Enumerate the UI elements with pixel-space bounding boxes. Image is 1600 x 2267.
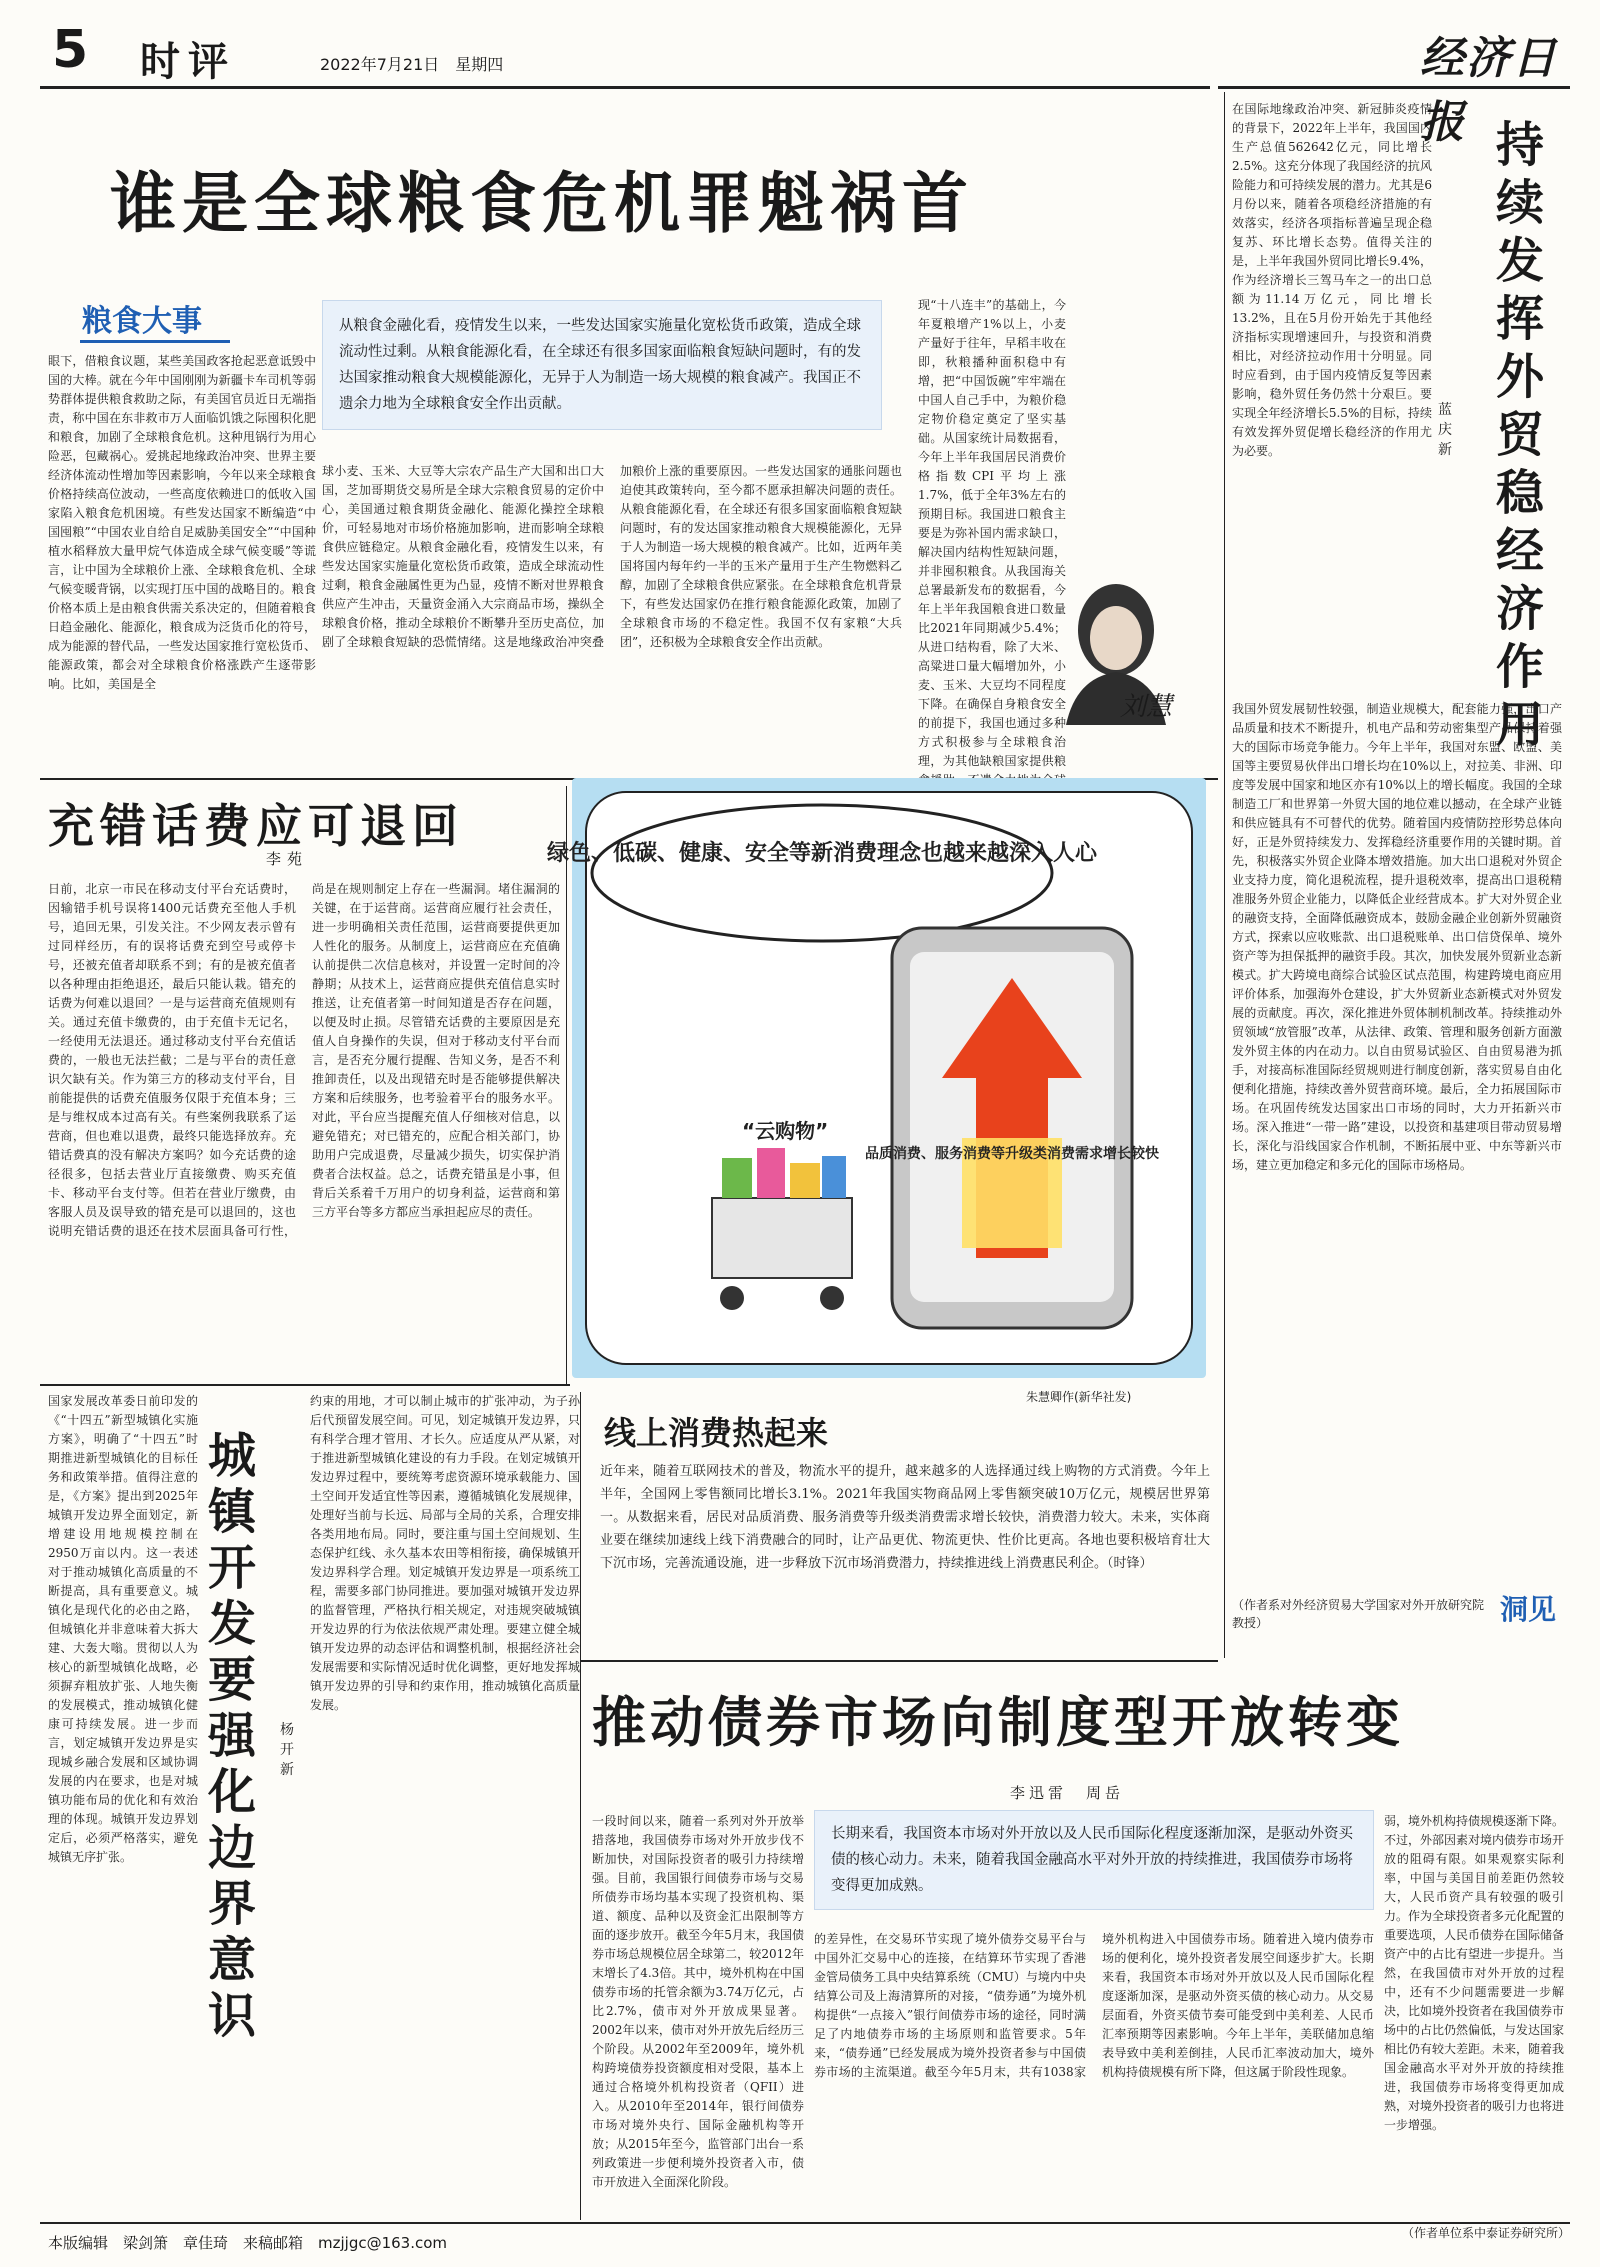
section-rule xyxy=(580,1660,1218,1662)
article-summary-box: 从粮食金融化看，疫情发生以来，一些发达国家实施量化宽松货币政策，造成全球流动性过剩。从粮食能源化看，在全球还有很多国家面临粮食短缺问题时，有的发达国家推动粮食大规模能源化，无异于人为制造一场大规模的粮食减产。我国正不遗余力地为全球粮食安全作出贡献。 xyxy=(322,300,882,430)
column-rule xyxy=(566,786,567,1386)
section-rule xyxy=(40,1384,570,1386)
header-rule-right xyxy=(1218,86,1570,89)
author-note: （作者系对外经济贸易大学国家对外开放研究院教授） xyxy=(1232,1598,1485,1630)
article-author: 李苑 xyxy=(266,850,309,868)
article-title-grain-crisis: 谁是全球粮食危机罪魁祸首 xyxy=(110,165,974,242)
article-summary-box: 长期来看，我国资本市场对外开放以及人民币国际化程度逐渐加深，是驱动外资买债的核心动力。未来，随着我国金融高水平对外开放的持续推进，我国债券市场将变得更加成熟。 xyxy=(814,1810,1374,1910)
article-body: 近年来，随着互联网技术的普及，物流水平的提升，越来越多的人选择通过线上购物的方式消费。今年上半年，全国网上零售额同比增长3.1%。2021年我国实物商品网上零售额突破10万亿元，规模居世界第一。从数据来看，居民对品质消费、服务消费等升级类消费需求增长较快，消费潜力较大。未来，实体商业要在继续加速线上线下消费融合的同时，让产品更优、物流更快、性价比更高。各地也要积极培育壮大下沉市场，完善流通设施，进一步释放下沉市场消费潜力，持续推进线上消费惠民利企。（时锋） xyxy=(600,1464,1210,1571)
article-body: 球小麦、玉米、大豆等大宗农产品生产大国和出口大国，芝加哥期货交易所是全球大宗粮食贸易的定价中心，美国通过粮食期货金融化、能源化操控全球粮价，可轻易地对市场价格施加影响，进而影响全球粮食供应链稳定。从粮食金融化看，疫情发生以来，有些发达国家实施量化宽松货币政策，造成全球流动性过剩，粮食金融属性更为凸显，疫情不断对世界粮食供应产生冲击，天量资金涌入大宗商品市场，操纵全球粮食价格，推动全球粮价不断攀升至历史高位，加剧了全球粮食短缺的恐慌情绪。这是地缘政治冲突叠加粮价上涨的重要原因。一些发达国家的通胀问题也迫使其政策转向，至今都不愿承担解决问题的责任。从粮食能源化看，在全球还有很多国家面临粮食短缺问题时，有的发达国家推动粮食大规模能源化，无异于人为制造一场大规模的粮食减产。比如，近两年美国将国内每年约一半的玉米产量用于生产生物燃料乙醇，加剧了全球粮食供应紧张。在全球粮食危机背景下，有些发达国家仍在推行粮食能源化政策，加剧了全球粮食市场的不稳定性。我国不仅有家粮“大兵团”，还积极为全球粮食安全作出贡献。 xyxy=(322,464,902,649)
column-label: 粮食大事 xyxy=(82,304,202,339)
column-underline xyxy=(80,340,230,343)
column-signature: 洞见 xyxy=(1500,1593,1557,1626)
article-body: 眼下，借粮食议题，某些美国政客抢起恶意诋毁中国的大棒。就在今年中国刚刚为新疆卡车司机等弱势群体提供粮食救助之际，有美国官员近日无端指责，称中国在东非救市万人面临饥饿之际囤积化肥和粮食，加剧了全球粮食危机。这种甩锅行为用心险恶，包藏祸心。爱挑起地缘政治冲突、世界主要经济体流动性增加等因素影响，今年以来全球粮食价格持续高位波动，一些高度依赖进口的低收入国家陷入粮食危机困境。有些发达国家不断编造“中国囤粮”“中国农业自给自足威胁美国安全”“中国种植水稻释放大量甲烷气体造成全球气候变暖”等谎言，让中国为全球粮价上涨、全球粮食危机、全球气候变暖背锅，以实现打压中国的战略目的。粮食价格本质上是由粮食供需关系决定的，但随着粮食日趋金融化、能源化，粮食成为泛货币化的符号，成为能源的替代品，一些发达国家推行宽松货币、能源政策，都会对全球粮食价格涨跌产生逐带影响。比如，美国是全 xyxy=(48,354,316,691)
author-signature: 刘慧 xyxy=(1120,692,1173,722)
article-body: 日前，北京一市民在移动支付平台充话费时，因输错手机号误将1400元话费充至他人手机号，追回无果，引发关注。不少网友表示曾有过同样经历，有的误将话费充到空号或停卡号，还被充值者却联系不到；有的是被充值者以各种理由拒绝退还，最后只能认栽。错充的话费为何难以退回？一是与运营商充值规则有关。通过充值卡缴费的，由于充值卡无记名，一经使用无法退还。通过移动支付平台充值话费的，一般也无法拦截；二是与平台的责任意识欠缺有关。作为第三方的移动支付平台，目前能提供的话费充值服务仅限于充值本身；三是与维权成本过高有关。有些案例我联系了运营商，但也难以退费，最终只能选择放弃。充错话费真的没有解决方案吗？如今充话费的途径很多，包括去营业厅直接缴费、购买充值卡、移动平台支付等。但若在营业厅缴费，由客服人员及误导致的错充是可以退回的，这也说明充错话费的退还在技术层面具备可行性，尚是在规则制定上存在一些漏洞。堵住漏洞的关键，在于运营商。运营商应履行社会责任，进一步明确相关责任范围，运营商要提供更加人性化的服务。从制度上，运营商应在充值确认前提供二次信息核对，并设置一定时间的冷静期；从技术上，运营商应提供充值信息实时推送，让充值者第一时间知道是否存在问题，以便及时止损。尽管错充话费的主要原因是充值人自身操作的失误，但对于移动支付平台而言，是否充分履行提醒、告知义务，是否不利推卸责任，以及出现错充时是否能够提供解决方案和后续服务，也考验着平台的服务水平。对此，平台应当提醒充值人仔细核对信息，以避免错充；对已错充的，应配合相关部门，协助用户完成退费，尽量减少损失，切实保护消费者合法权益。总之，话费充错虽是小事，但背后关系着千万用户的切身利益，运营商和第三方平台等多方都应当承担起应尽的责任。 xyxy=(48,882,560,1238)
article-author: 李迅雷 周岳 xyxy=(1010,1784,1125,1802)
page-number: 5 xyxy=(52,20,89,80)
article-body: 一段时间以来，随着一系列对外开放举措落地，我国债券市场对外开放步伐不断加快，对国际投资者的吸引力持续增强。目前，我国银行间债券市场与交易所债券市场均基本实现了投资机构、渠道、额度、品种以及资金汇出限制等方面的逐步放开。截至今年5月末，我国债券市场总规模位居全球第二，较2012年末增长了4.3倍。其中，境外机构在中国债券市场的托管余额为3.74万亿元，占比2.7%，债市对外开放成果显著。2002年以来，债市对外开放先后经历三个阶段。从2002年至2009年，境外机构跨境债券投资额度相对受限，基本上通过合格境外机构投资者（QFII）进入。从2010年至2014年，银行间债券市场对境外央行、国际金融机构等开放；从2015年至今，监管部门出台一系列政策进一步便利境外投资者入市，债市开放进入全面深化阶段。 xyxy=(592,1814,804,2189)
article-body: 的差异性，在交易环节实现了境外债券交易平台与中国外汇交易中心的连接，在结算环节实现了香港金管局债务工具中央结算系统（CMU）与境内中央结算公司及上海清算所的对接，“债券通”为境外机构提供“一点接入”银行间债券市场的途径，同时满足了内地债券市场的主场原则和监管要求。5年来，“债券通”已经发展成为境外投资者参与中国债券市场的主流渠道。截至今年5月末，共有1038家境外机构进入中国债券市场。随着进入境内债券市场的便利化，境外投资者发展空间逐步扩大。长期来看，我国资本市场对外开放以及人民币国际化程度逐渐加深，是驱动外资买债的核心动力。从交易层面看，外资买债节奏可能受到中美利差、人民币汇率预期等因素影响。今年上半年，美联储加息缩表导致中美利差倒挂，人民币汇率波动加大，境外机构持债规模有所下降，但这属于阶段性现象。 xyxy=(814,1932,1374,2079)
column-rule xyxy=(580,1392,581,2220)
column-rule xyxy=(1224,92,1225,1658)
article-body: 在国际地缘政治冲突、新冠肺炎疫情的背景下，2022年上半年，我国国内生产总值562642亿元，同比增长2.5%。这充分体现了我国经济的抗风险能力和可持续发展的潜力。尤其是6月份以来，随着各项稳经济措施的有效落实，经济各项指标普遍呈现企稳复苏、环比增长态势。值得关注的是，上半年我国外贸同比增长9.4%，作为经济增长三驾马车之一的出口总额为11.14万亿元，同比增长13.2%，且在5月份开始先于其他经济指标实现增速回升，与投资和消费相比，对经济拉动作用十分明显。同时应看到，由于国内疫情反复等因素影响，稳外贸任务仍然十分艰巨。要实现全年经济增长5.5%的目标，持续有效发挥外贸促增长稳经济的作用尤为必要。 xyxy=(1232,102,1432,458)
article-author: 蓝庆新 xyxy=(1438,402,1452,458)
cartoon-credit: 朱慧卿作(新华社发) xyxy=(1026,1390,1132,1404)
section-title: 时评 xyxy=(140,38,236,85)
cartoon-bubble-text: 绿色、低碳、健康、安全等新消费理念也越来越深入人心 xyxy=(546,841,1098,866)
cartoon-cart-label: “云购物” xyxy=(742,1119,829,1143)
article-body: 国家发展改革委日前印发的《“十四五”新型城镇化实施方案》，明确了“十四五”时期推进新型城镇化的目标任务和政策举措。值得注意的是，《方案》提出到2025年城镇开发边界全面划定，新增建设用地规模控制在2950万亩以内。这一表述对于推动城镇化高质量的不断提高，具有重要意义。城镇化是现代化的必由之路，但城镇化并非意味着大拆大建、大轰大嗡。贯彻以人为核心的新型城镇化战略，必须摒弃粗放扩张、人地失衡的发展模式，推动城镇化健康可持续发展。进一步而言，划定城镇开发边界是实现城乡融合发展和区域协调发展的内在要求，也是对城镇功能布局的优化和有效治理的体现。城镇开发边界划定后，必须严格落实，避免城镇无序扩张。 xyxy=(48,1394,198,1864)
article-title-urban-boundary: 城镇开发要强化边界意识 xyxy=(208,1428,257,2044)
footer-credits: 本版编辑 梁剑箫 章佳琦 来稿邮箱 mzjjgc@163.com xyxy=(48,2234,448,2252)
article-title-bond-market: 推动债券市场向制度型开放转变 xyxy=(592,1691,1404,1754)
masthead-logo: 经济日报 xyxy=(1420,33,1558,148)
article-body: 弱，境外机构持债规模逐渐下降。不过，外部因素对境内债券市场开放的阻碍有限。如果观察实际利率，中国与美国目前差距仍然较大，人民币资产具有较强的吸引力。作为全球投资者多元化配置的重要选项，人民币债券在国际储备资产中的占比有望进一步提升。当然，在我国债市对外开放的过程中，还有不少问题需要进一步解决，比如境外投资者在我国债券市场中的占比仍然偏低，与发达国家相比仍有较大差距。未来，随着我国金融高水平对外开放的持续推进，我国债券市场将变得更加成熟，对境外投资者的吸引力也将进一步增强。 xyxy=(1384,1814,1565,2132)
article-body: 我国外贸发展韧性较强，制造业规模大，配套能力强，出口产品质量和技术不断提升，机电产品和劳动密集型产品保持着强大的国际市场竞争能力。今年上半年，我国对东盟、欧盟、美国等主要贸易伙伴出口增长均在10%以上，对拉美、非洲、印度等发展中国家和地区亦有10%以上的增长幅度。我国的全球制造工厂和世界第一外贸大国的地位难以撼动，在全球产业链和供应链具有不可替代的优势。随着国内疫情防控形势总体向好，正是外贸持续发力、发挥稳经济重要作用的关键时期。首先，积极落实外贸企业降本增效措施。加大出口退税对外贸企业支持力度，简化退税流程，提升退税效率，提高出口退税精准服务外贸企业能力，以降低企业经营成本。扩大对外贸企业的融资支持，全面降低融资成本，鼓励金融企业创新外贸融资方式，探索以应收账款、出口退税账单、出口信贷保单、境外资产等为担保抵押的融资手段。其次，加快发展外贸新业态新模式。扩大跨境电商综合试验区试点范围，构建跨境电商应用评价体系，加强海外仓建设，扩大外贸新业态新模式对外贸发展的贡献度。再次，深化推进外贸体制机制改革。持续推动外贸领域“放管服”改革，从法律、政策、管理和服务创新方面激发外贸主体的内在动力。以自由贸易试验区、自由贸易港为抓手，对接高标准国际经贸规则进行制度创新，落实贸易自由化便利化措施，持续改善外贸营商环境。最后，全力拓展国际市场。在巩固传统发达国家出口市场的同时，大力开拓新兴市场。深入推进“一带一路”建设，以投资和基建项目带动贸易增长，深化与沿线国家合作机制，不断拓展中亚、中东等新兴市场，建立更加稳定和多元化的国际市场格局。 xyxy=(1232,702,1562,1172)
cartoon-arrow-text: 品质消费、服务消费等升级类消费需求增长较快 xyxy=(865,1146,1159,1162)
article-title-refund: 充错话费应可退回 xyxy=(48,799,464,853)
author-note: （作者单位系中泰证券研究所） xyxy=(1401,2226,1570,2240)
article-title-online-consumption: 线上消费热起来 xyxy=(604,1414,829,1452)
svg-text:绿色、低碳、健康、安全等新消费理念也越来越深入人心 xyxy=(547,840,1098,866)
cartoon-illustration xyxy=(546,778,1206,1378)
footer-rule xyxy=(40,2222,1570,2224)
article-body: 现“十八连丰”的基础上，今年夏粮增产1%以上，小麦产量好于往年，早稻丰收在即，秋粮播种面积稳中有增，把“中国饭碗”牢牢端在中国人自己手中，为粮价稳定物价稳定奠定了坚实基础。从国家统计局数据看，今年上半年我国居民消费价格指数CPI平均上涨1.7%，低于全年3%左右的预期目标。我国进口粮食主要是为弥补国内需求缺口，解决国内结构性短缺问题，并非囤积粮食。从我国海关总署最新发布的数据看，今年上半年我国粮食进口数量比2021年同期减少5.4%；从进口结构看，除了大米、高粱进口量大幅增加外，小麦、玉米、大豆均不同程度下降。在确保自身粮食安全的前提下，我国也通过多种方式积极参与全球粮食治理，为其他缺粮国家提供粮 xyxy=(918,298,1066,768)
header-rule xyxy=(40,86,1210,89)
article-title-foreign-trade: 持续发挥外贸稳经济作用 xyxy=(1496,117,1545,753)
issue-date: 2022年7月21日 星期四 xyxy=(320,55,504,74)
article-author: 杨开新 xyxy=(280,1722,294,1778)
article-body: 约束的用地，才可以制止城市的扩张冲动，为子孙后代预留发展空间。可见，划定城镇开发边界，只有科学合理才管用、才长久。应适度从严从紧，对于推进新型城镇化建设的有力手段。在划定城镇开发边界过程中，要统筹考虑资源环境承载能力、国土空间开发适宜性等因素，遵循城镇化发展规律，处理好当前与长远、局部与全局的关系，合理安排各类用地布局。同时，要注重与国土空间规划、生态保护红线、永久基本农田等相衔接，确保城镇开发边界科学合理。划定城镇开发边界是一项系统工程，需要多部门协同推进。要加强对城镇开发边界的监督管理，严格执行相关规定，对违规突破城镇开发边界的行为依法依规严肃处理。要建立健全城镇开发边界的动态评估和调整机制，根据经济社会发展需要和实际情况适时优化调整，更好地发挥城镇开发边界的引导和约束作用，推动城镇化高质量发展。 xyxy=(310,1394,580,1712)
